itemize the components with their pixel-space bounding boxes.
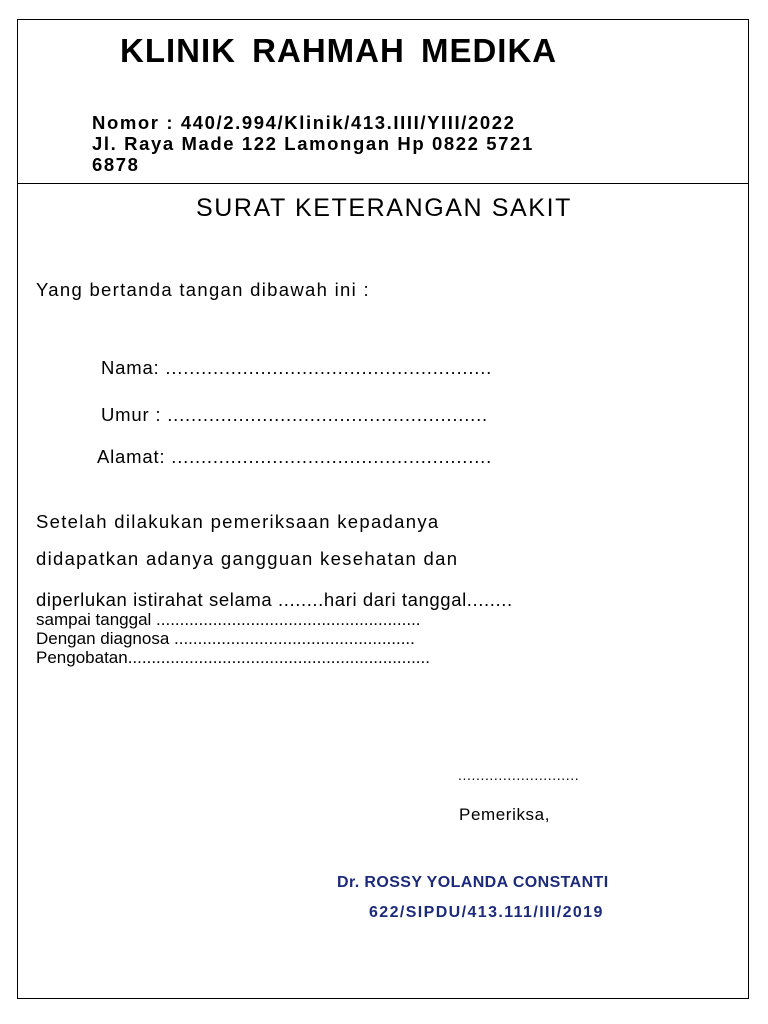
field-alamat: Alamat: ...................................................... — [97, 446, 493, 467]
intro-text: Yang bertanda tangan dibawah ini : — [36, 279, 370, 300]
paragraph-line-1: Setelah dilakukan pemeriksaan kepadanya — [36, 511, 440, 532]
paragraph-line-5: Dengan diagnosa ................................................... — [36, 629, 415, 648]
doctor-name: Dr. ROSSY YOLANDA CONSTANTI — [337, 874, 609, 891]
field-umur: Umur : ...................................................... — [101, 404, 488, 425]
clinic-name: KLINIK RAHMAH MEDIKA — [120, 32, 558, 69]
document-title: SURAT KETERANGAN SAKIT — [195, 194, 572, 222]
doctor-license: 622/SIPDU/413.111/III/2019 — [369, 904, 604, 921]
clinic-phone-cont: 6878 — [92, 154, 140, 175]
paragraph-line-6: Pengobatan................................................................ — [36, 648, 430, 667]
paragraph-line-2: didapatkan adanya gangguan kesehatan dan — [36, 548, 459, 569]
signature-label: Pemeriksa, — [459, 805, 551, 824]
header-divider — [17, 183, 749, 184]
clinic-address: Jl. Raya Made 122 Lamongan Hp 0822 5721 — [92, 133, 534, 154]
paragraph-line-3: diperlukan istirahat selama ........hari dari tanggal........ — [36, 589, 513, 610]
paragraph-line-4: sampai tanggal ........................................................ — [36, 610, 421, 629]
field-nama: Nama: ....................................................... — [101, 357, 493, 378]
letter-number: Nomor : 440/2.994/Klinik/413.IIII/YIII/2022 — [92, 112, 516, 133]
signature-dots: ........................... — [458, 767, 580, 783]
